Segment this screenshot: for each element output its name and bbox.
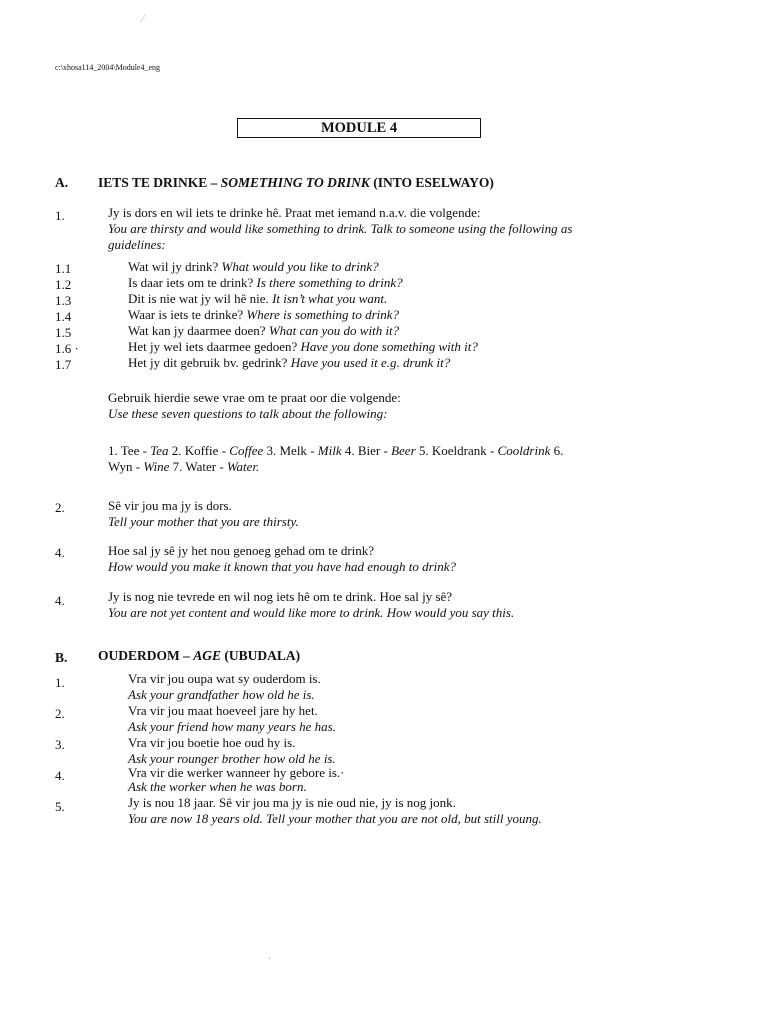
b-item-number: 1. xyxy=(55,675,65,690)
b-item-af: Vra vir die werker wanneer hy gebore is.· xyxy=(128,765,345,780)
b-item-number: 2. xyxy=(55,706,65,721)
section-a-letter: A. xyxy=(55,175,69,190)
q3-af: Hoe sal jy sê jy het nou genoeg gehad om te drink? xyxy=(108,543,375,558)
b-item-af: Vra vir jou oupa wat sy ouderdom is. xyxy=(128,671,321,686)
subq-text: Het jy dit gebruik bv. gedrink? Have you used it e.g. drunk it? xyxy=(128,355,451,370)
b-item-number: 3. xyxy=(55,737,65,752)
section-a-heading xyxy=(98,175,494,191)
b-item-number: 4. xyxy=(55,768,65,783)
use-instructions-en: Use these seven questions to talk about the following: xyxy=(108,406,388,421)
b-item-en: Ask your rounger brother how old he is. xyxy=(128,751,336,766)
q1-en-line1: You are thirsty and would like something to drink. Talk to someone using the following as xyxy=(108,221,573,236)
subq-number: 1.7 xyxy=(55,357,72,372)
module-title: MODULE 4 xyxy=(237,118,481,138)
subq-number: 1.4 xyxy=(55,309,72,324)
section-b-heading-xh: (UBUDALA) xyxy=(221,648,301,663)
subq-text: Het jy wel iets daarmee gedoen? Have you done something with it? xyxy=(128,339,478,354)
q2-af: Sê vir jou ma jy is dors. xyxy=(108,498,232,513)
section-b-heading-en: AGE xyxy=(193,648,222,663)
subq-number: 1.3 xyxy=(55,293,72,308)
subq-number: 1.2 xyxy=(55,277,72,292)
b-item-en: Ask the worker when he was born. xyxy=(128,779,307,794)
b-item-af: Jy is nou 18 jaar. Sê vir jou ma jy is nie oud nie, jy is nog jonk. xyxy=(128,795,456,810)
section-a-heading-xh: (INTO ESELWAYO) xyxy=(369,175,494,190)
subq-text: Wat wil jy drink? What would you like to drink? xyxy=(128,259,379,274)
subq-text: Dit is nie wat jy wil hê nie. It isn’t what you want. xyxy=(128,291,388,306)
section-b-letter: B. xyxy=(55,650,68,665)
drinks-line-2: Wyn - Wine 7. Water - Water. xyxy=(108,459,260,474)
subq-text: Wat kan jy daarmee doen? What can you do with it? xyxy=(128,323,400,338)
section-a-heading-af: IETS TE DRINKE – xyxy=(98,175,221,190)
q1-af: Jy is dors en wil iets te drinke hê. Praat met iemand n.a.v. die volgende: xyxy=(108,205,481,220)
q4-en: You are not yet content and would like more to drink. How would you say this. xyxy=(108,605,515,620)
q3-en: How would you make it known that you have had enough to drink? xyxy=(108,559,457,574)
q2-en: Tell your mother that you are thirsty. xyxy=(108,514,299,529)
section-b-heading xyxy=(98,648,300,664)
scan-mark: · xyxy=(268,954,272,965)
q1-number: 1. xyxy=(55,208,65,223)
subq-number: 1.5 xyxy=(55,325,72,340)
subq-number: 1.1 xyxy=(55,261,72,276)
q4-af: Jy is nog nie tevrede en wil nog iets hê om te drink. Hoe sal jy sê? xyxy=(108,589,453,604)
b-item-af: Vra vir jou boetie hoe oud hy is. xyxy=(128,735,296,750)
q2-number: 2. xyxy=(55,500,65,515)
use-instructions-af: Gebruik hierdie sewe vrae om te praat oor die volgende: xyxy=(108,390,401,405)
q4-number: 4. xyxy=(55,593,65,608)
scan-mark: ⁄ xyxy=(142,14,144,25)
b-item-number: 5. xyxy=(55,799,65,814)
subq-number: 1.6 · xyxy=(55,341,79,356)
section-a-heading-en: SOMETHING TO DRINK xyxy=(220,175,370,190)
section-b-heading-af: OUDERDOM – xyxy=(98,648,194,663)
subq-text: Waar is iets te drinke? Where is something to drink? xyxy=(128,307,400,322)
b-item-af: Vra vir jou maat hoeveel jare hy het. xyxy=(128,703,318,718)
file-path: c:\xhosa114_2004\Module4_eng xyxy=(55,63,161,72)
b-item-en: Ask your grandfather how old he is. xyxy=(128,687,315,702)
b-item-en: You are now 18 years old. Tell your mother that you are not old, but still young. xyxy=(128,811,542,826)
drinks-line-1: 1. Tee - Tea 2. Koffie - Coffee 3. Melk - Milk 4. Bier - Beer 5. Koeldrank - Cooldrink 6. xyxy=(108,443,564,458)
q1-en-line2: guidelines: xyxy=(108,237,166,252)
subq-text: Is daar iets om te drink? Is there something to drink? xyxy=(128,275,403,290)
q3-number: 4. xyxy=(55,545,65,560)
b-item-en: Ask your friend how many years he has. xyxy=(128,719,336,734)
